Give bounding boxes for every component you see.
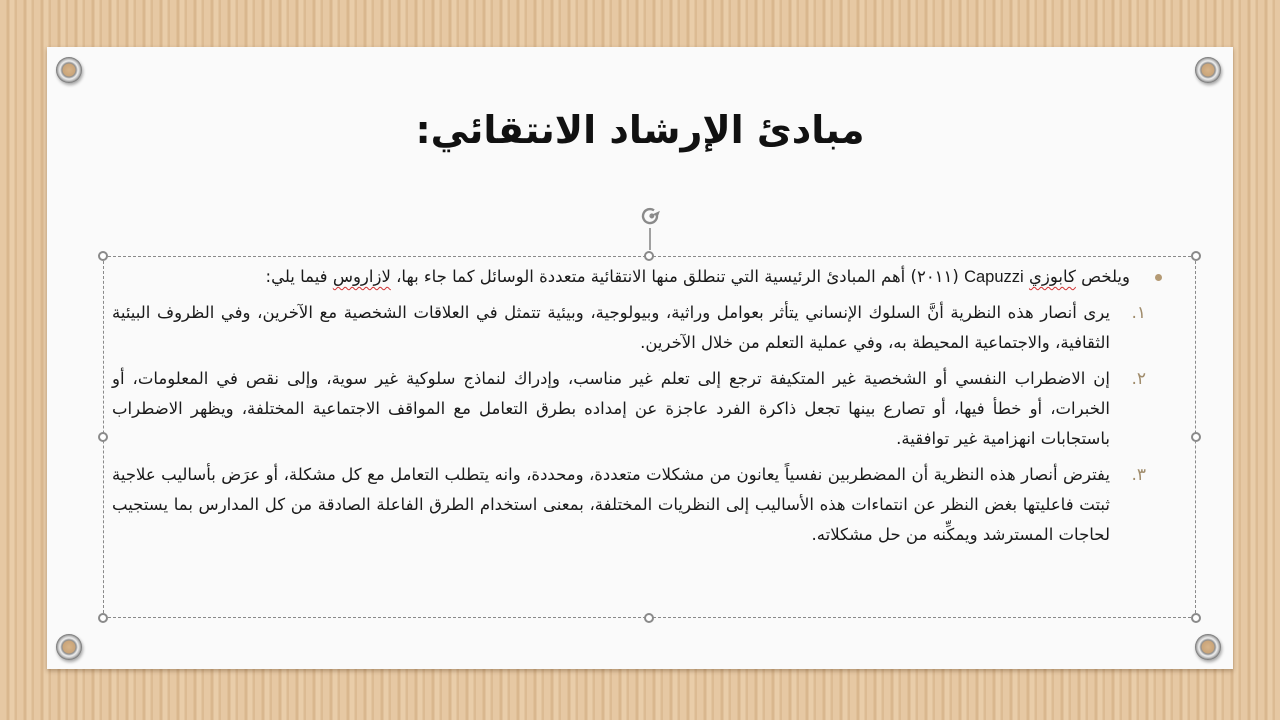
list-item-2 <box>112 364 1162 454</box>
spellcheck-word-lazarus[interactable]: لازاروس <box>332 267 391 286</box>
author-name-en: Capuzzi <box>964 268 1024 286</box>
list-item-1 <box>112 298 1162 358</box>
resize-handle-icon-bottom-left[interactable] <box>98 613 108 623</box>
list-item-text: يفترض أنصار هذه النظرية أن المضطربين نفسياً يعانون من مشكلات متعددة، ومحددة، وانه يتطلب التعامل مع كل مشكلة، أو عرَض بأساليب علاجية ثبتت فاعليتها بغض النظر عن انتماءات هذه الأساليب إلى النظريات المختلفة، بمعنى استخدام الطرق الفاعلة الصادقة من كل المدارس بما يستجيب لحاجات المسترشد ويمكِّنه من حل مشكلاته. <box>112 465 1110 544</box>
bullet-icon <box>1155 274 1162 281</box>
intro-prefix: ويلخص <box>1075 267 1130 286</box>
resize-handle-icon-middle-left[interactable] <box>98 432 108 442</box>
list-number: ١. <box>1131 303 1146 323</box>
slide-title[interactable]: مبادئ الإرشاد الانتقائي: <box>415 108 865 152</box>
list-item-text: إن الاضطراب النفسي أو الشخصية غير المتكيفة ترجع إلى تعلم غير مناسب، وإدراك لنماذج سلوكية غير سوية، وإلى نقص في المعلومات، أو الخبرات، أو خطأ فيها، أو تصارع بينها تجعل ذاكرة الفرد عاجزة عن إمداده بطرق التعامل مع المواقف الاجتماعية المختلفة، ويظهر الاضطراب باستجابات انهزامية غير توافقية. <box>112 369 1110 448</box>
intro-middle: أهم المبادئ الرئيسية التي تنطلق منها الانتقائية متعددة الوسائل كما جاء بها، <box>390 267 906 286</box>
grommet-icon-bottom-left <box>56 634 82 660</box>
resize-handle-icon-top-right[interactable] <box>1191 251 1201 261</box>
citation-year: (٢٠١١) <box>905 267 965 286</box>
resize-handle-icon-top-left[interactable] <box>98 251 108 261</box>
intro-suffix: فيما يلي: <box>265 267 333 286</box>
list-item-text: يرى أنصار هذه النظرية أنَّ السلوك الإنساني يتأثر بعوامل وراثية، وبيولوجية، وبيئية تتمثل في العلاقات الشخصية مع الآخرين، وفي الظروف البيئية الثقافية، والاجتماعية المحيطة به، وفي عملية التعلم من خلال الآخرين. <box>112 303 1110 352</box>
resize-handle-icon-middle-right[interactable] <box>1191 432 1201 442</box>
intro-paragraph <box>112 262 1162 292</box>
resize-handle-icon-bottom-center[interactable] <box>644 613 654 623</box>
grommet-icon-top-left <box>56 57 82 83</box>
list-number: ٣. <box>1131 465 1146 485</box>
rotate-stem <box>649 228 651 250</box>
list-item-3 <box>112 460 1162 550</box>
resize-handle-icon-top-center[interactable] <box>644 251 654 261</box>
spellcheck-word-capuzzi-ar[interactable]: كابوزي <box>1028 267 1076 286</box>
list-number: ٢. <box>1131 369 1146 389</box>
rotate-handle-icon[interactable] <box>638 204 662 228</box>
text-box-content[interactable] <box>112 262 1162 556</box>
grommet-icon-bottom-right <box>1195 634 1221 660</box>
grommet-icon-top-right <box>1195 57 1221 83</box>
resize-handle-icon-bottom-right[interactable] <box>1191 613 1201 623</box>
